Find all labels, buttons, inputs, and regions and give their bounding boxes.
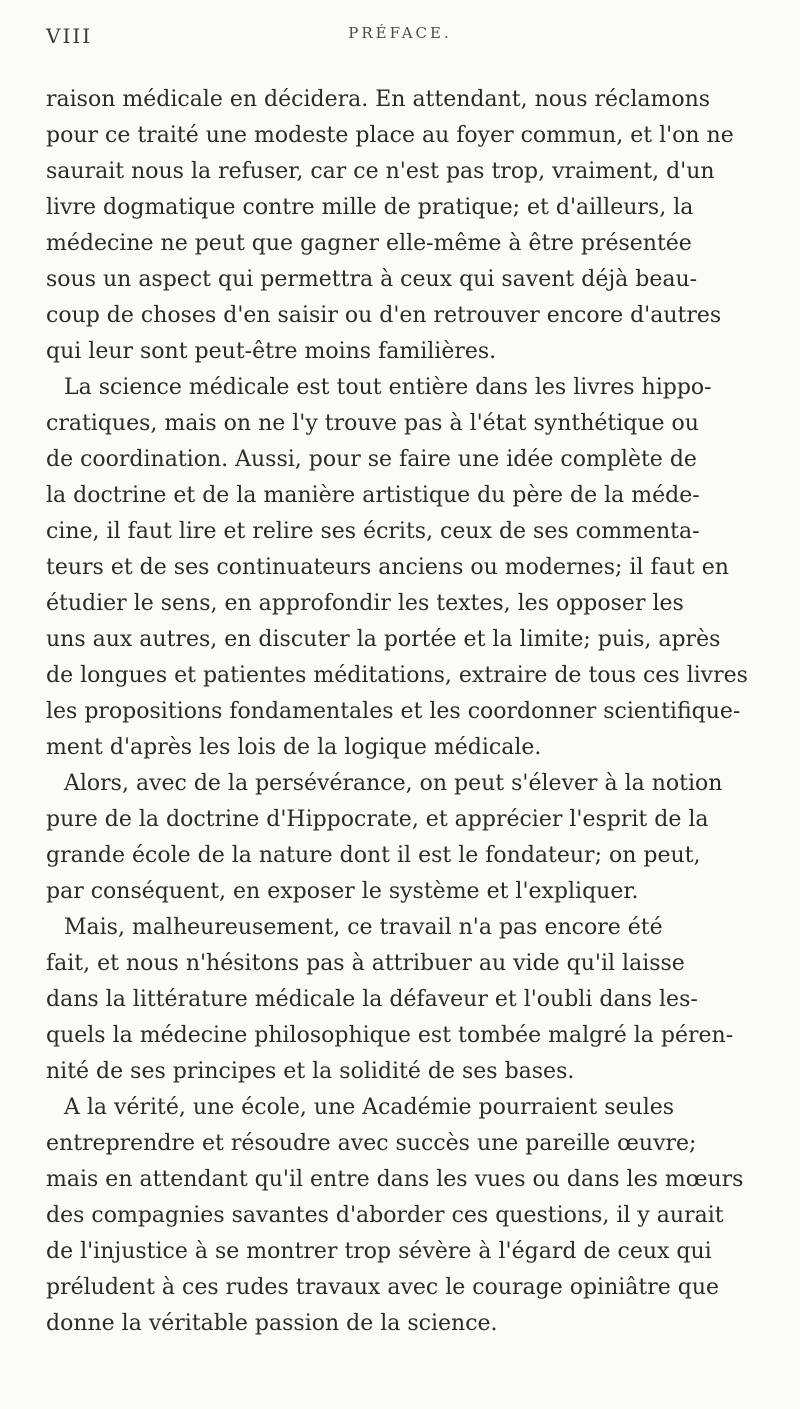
text-line: fait, et nous n'hésitons pas à attribuer au vide qu'il laisse: [46, 951, 685, 976]
text-line: raison médicale en décidera. En attendant, nous réclamons: [46, 87, 711, 112]
text-line: saurait nous la refuser, car ce n'est pas trop, vraiment, d'un: [46, 159, 715, 184]
text-line: par conséquent, en exposer le système et l'expliquer.: [46, 879, 639, 904]
page-number: VIII: [46, 24, 93, 48]
text-line: sous un aspect qui permettra à ceux qui savent déjà beau-: [46, 267, 698, 292]
paragraph-start-line: Mais, malheureusement, ce travail n'a pas encore été: [64, 915, 663, 940]
text-line: coup de choses d'en saisir ou d'en retrouver encore d'autres: [46, 303, 722, 328]
running-head: PRÉFACE.: [348, 24, 452, 42]
paragraph-start-line: La science médicale est tout entière dans les livres hippo-: [64, 375, 712, 400]
text-line: de coordination. Aussi, pour se faire une idée complète de: [46, 447, 697, 472]
text-line: la doctrine et de la manière artistique du père de la méde-: [46, 483, 700, 508]
text-line: dans la littérature médicale la défaveur et l'oubli dans les-: [46, 987, 698, 1012]
text-line: nité de ses principes et la solidité de ses bases.: [46, 1059, 575, 1084]
paragraph-start-line: A la vérité, une école, une Académie pourraient seules: [64, 1095, 675, 1120]
text-line: pure de la doctrine d'Hippocrate, et apprécier l'esprit de la: [46, 807, 709, 832]
page-header: [46, 18, 754, 52]
text-line: livre dogmatique contre mille de pratique; et d'ailleurs, la: [46, 195, 694, 220]
text-line: les propositions fondamentales et les coordonner scientifique-: [46, 699, 741, 724]
text-line: uns aux autres, en discuter la portée et la limite; puis, après: [46, 627, 721, 652]
text-line: de longues et patientes méditations, extraire de tous ces livres: [46, 663, 748, 688]
text-line: mais en attendant qu'il entre dans les vues ou dans les mœurs: [46, 1167, 744, 1192]
paragraph-start-line: Alors, avec de la persévérance, on peut s'élever à la notion: [64, 771, 723, 796]
text-line: préludent à ces rudes travaux avec le courage opiniâtre que: [46, 1275, 720, 1300]
text-line: cratiques, mais on ne l'y trouve pas à l'état synthétique ou: [46, 411, 699, 436]
text-line: grande école de la nature dont il est le fondateur; on peut,: [46, 843, 701, 868]
text-line: de l'injustice à se montrer trop sévère à l'égard de ceux qui: [46, 1239, 712, 1264]
text-line: quels la médecine philosophique est tombée malgré la péren-: [46, 1023, 734, 1048]
text-line: des compagnies savantes d'aborder ces questions, il y aurait: [46, 1203, 724, 1228]
text-line: cine, il faut lire et relire ses écrits, ceux de ses commenta-: [46, 519, 700, 544]
text-line: donne la véritable passion de la science.: [46, 1311, 498, 1336]
text-line: étudier le sens, en approfondir les textes, les opposer les: [46, 591, 684, 616]
text-line: entreprendre et résoudre avec succès une pareille œuvre;: [46, 1131, 697, 1156]
text-line: ment d'après les lois de la logique médicale.: [46, 735, 542, 760]
text-line: médecine ne peut que gagner elle-même à être présentée: [46, 231, 692, 256]
text-line: teurs et de ses continuateurs anciens ou modernes; il faut en: [46, 555, 729, 580]
body-text: [46, 82, 766, 1342]
text-line: pour ce traité une modeste place au foyer commun, et l'on ne: [46, 123, 734, 148]
text-line: qui leur sont peut-être moins familières.: [46, 339, 497, 364]
